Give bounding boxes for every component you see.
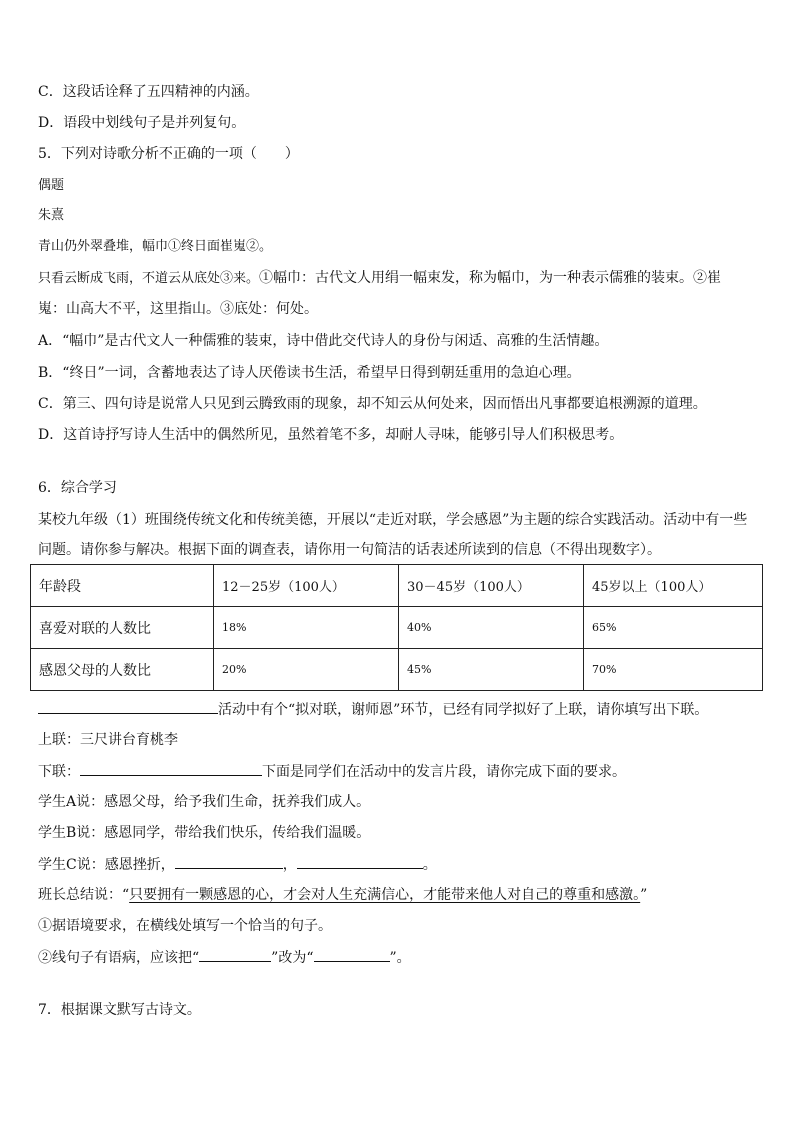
student-b: 学生B说：感恩同学，带给我们快乐，传给我们温暖。 <box>38 825 371 841</box>
question-6-intro-1: 某校九年级（1）班围绕传统文化和传统美德，开展以“走近对联，学会感恩”为主题的综合实践活动。活动中有一些 <box>38 512 748 528</box>
requirement-2 <box>38 947 411 968</box>
poem-line-2 <box>38 268 721 289</box>
answer-blank-info[interactable] <box>38 699 218 714</box>
student-c-line <box>38 854 437 875</box>
option-c-q4: C．这段话诠释了五四精神的内涵。 <box>38 84 259 100</box>
table-cell: 70% <box>584 649 763 691</box>
table-header-cell: 30－45岁（100人） <box>399 565 584 607</box>
student-c-sep: ， <box>282 857 297 873</box>
table-cell: 18% <box>214 607 399 649</box>
survey-table <box>30 564 763 691</box>
monitor-label: 班长总结说： <box>38 887 122 903</box>
answer-blank-c2[interactable] <box>297 854 423 869</box>
xialian-line <box>38 761 626 782</box>
answer-blank-from[interactable] <box>199 947 271 962</box>
poem-author: 朱熹 <box>38 208 65 223</box>
answer-blank-xialian[interactable] <box>80 761 262 776</box>
req2-text-b: ”改为“ <box>271 950 314 966</box>
table-header-cell: 12－25岁（100人） <box>214 565 399 607</box>
activity-line <box>38 699 708 720</box>
student-a: 学生A说：感恩父母，给予我们生命，抚养我们成人。 <box>38 794 371 810</box>
poem-annotation-1: ①幅巾：古代文人用绢一幅束发，称为幅巾，为一种表示儒雅的装束。②崔 <box>259 270 722 286</box>
shanglian: 上联：三尺讲台育桃李 <box>38 732 178 748</box>
poem-title: 偶题 <box>38 178 65 193</box>
req2-text-a: ②线句子有语病，应该把“ <box>38 950 200 966</box>
option-d-q5: D．这首诗抒写诗人生活中的偶然所见，虽然着笔不多，却耐人寻味，能够引导人们积极思考。 <box>38 427 624 443</box>
student-c-label: 学生C说：感恩挫折， <box>38 857 175 873</box>
student-c-end: 。 <box>422 857 437 873</box>
xialian-after: 下面是同学们在活动中的发言片段，请你完成下面的要求。 <box>262 764 626 780</box>
activity-text: 活动中有个“拟对联，谢师恩”环节，已经有同学拟好了上联，请你填写出下联。 <box>218 702 709 718</box>
table-cell: 40% <box>399 607 584 649</box>
option-d-q4: D．语段中划线句子是并列复句。 <box>38 115 246 131</box>
table-cell: 喜爱对联的人数比 <box>31 607 214 649</box>
answer-blank-c1[interactable] <box>175 854 283 869</box>
monitor-quote-open: “ <box>122 887 130 903</box>
table-cell: 感恩父母的人数比 <box>31 649 214 691</box>
option-a-q5: A．“幅巾”是古代文人一种儒雅的装束，诗中借此交代诗人的身份与闲适、高雅的生活情趣。 <box>38 333 609 349</box>
table-cell: 20% <box>214 649 399 691</box>
question-7: 7．根据课文默写古诗文。 <box>38 1002 201 1018</box>
table-cell: 45% <box>399 649 584 691</box>
poem-verse-2: 只看云断成飞雨，不道云从底处③来。 <box>38 271 260 286</box>
option-c-q5: C．第三、四句诗是说常人只见到云腾致雨的现象，却不知云从何处来，因而悟出凡事都要追根溯源的道理。 <box>38 396 707 412</box>
table-header-cell: 45岁以上（100人） <box>584 565 763 607</box>
answer-blank-to[interactable] <box>314 947 390 962</box>
table-row <box>31 649 763 691</box>
requirement-1: ①据语境要求，在横线处填写一个恰当的句子。 <box>38 918 332 934</box>
table-row <box>31 607 763 649</box>
poem-line-1: 青山仍外翠叠堆，幅巾①终日面崔嵬②。 <box>38 239 273 254</box>
question-6-heading: 6．综合学习 <box>38 480 117 496</box>
monitor-summary <box>38 885 647 905</box>
question-5-stem: 5．下列对诗歌分析不正确的一项（ ） <box>38 146 299 162</box>
req2-text-c: ”。 <box>389 950 411 966</box>
xialian-label: 下联： <box>38 764 80 780</box>
table-cell: 65% <box>584 607 763 649</box>
question-6-intro-2: 问题。请你参与解决。根据下面的调查表，请你用一句简洁的话表述所读到的信息（不得出现数字）。 <box>38 542 661 558</box>
underlined-sentence: 只要拥有一颗感恩的心，才会对人生充满信心，才能带来他人对自己的尊重和感激。 <box>129 887 641 903</box>
table-header-cell: 年龄段 <box>31 565 214 607</box>
poem-annotation-2: 嵬：山高大不平，这里指山。③底处：何处。 <box>38 301 318 317</box>
option-b-q5: B．“终日”一词，含蓄地表达了诗人厌倦读书生活，希望早日得到朝廷重用的急迫心理。 <box>38 365 581 381</box>
table-row <box>31 565 763 607</box>
monitor-quote-close: ” <box>640 887 648 903</box>
